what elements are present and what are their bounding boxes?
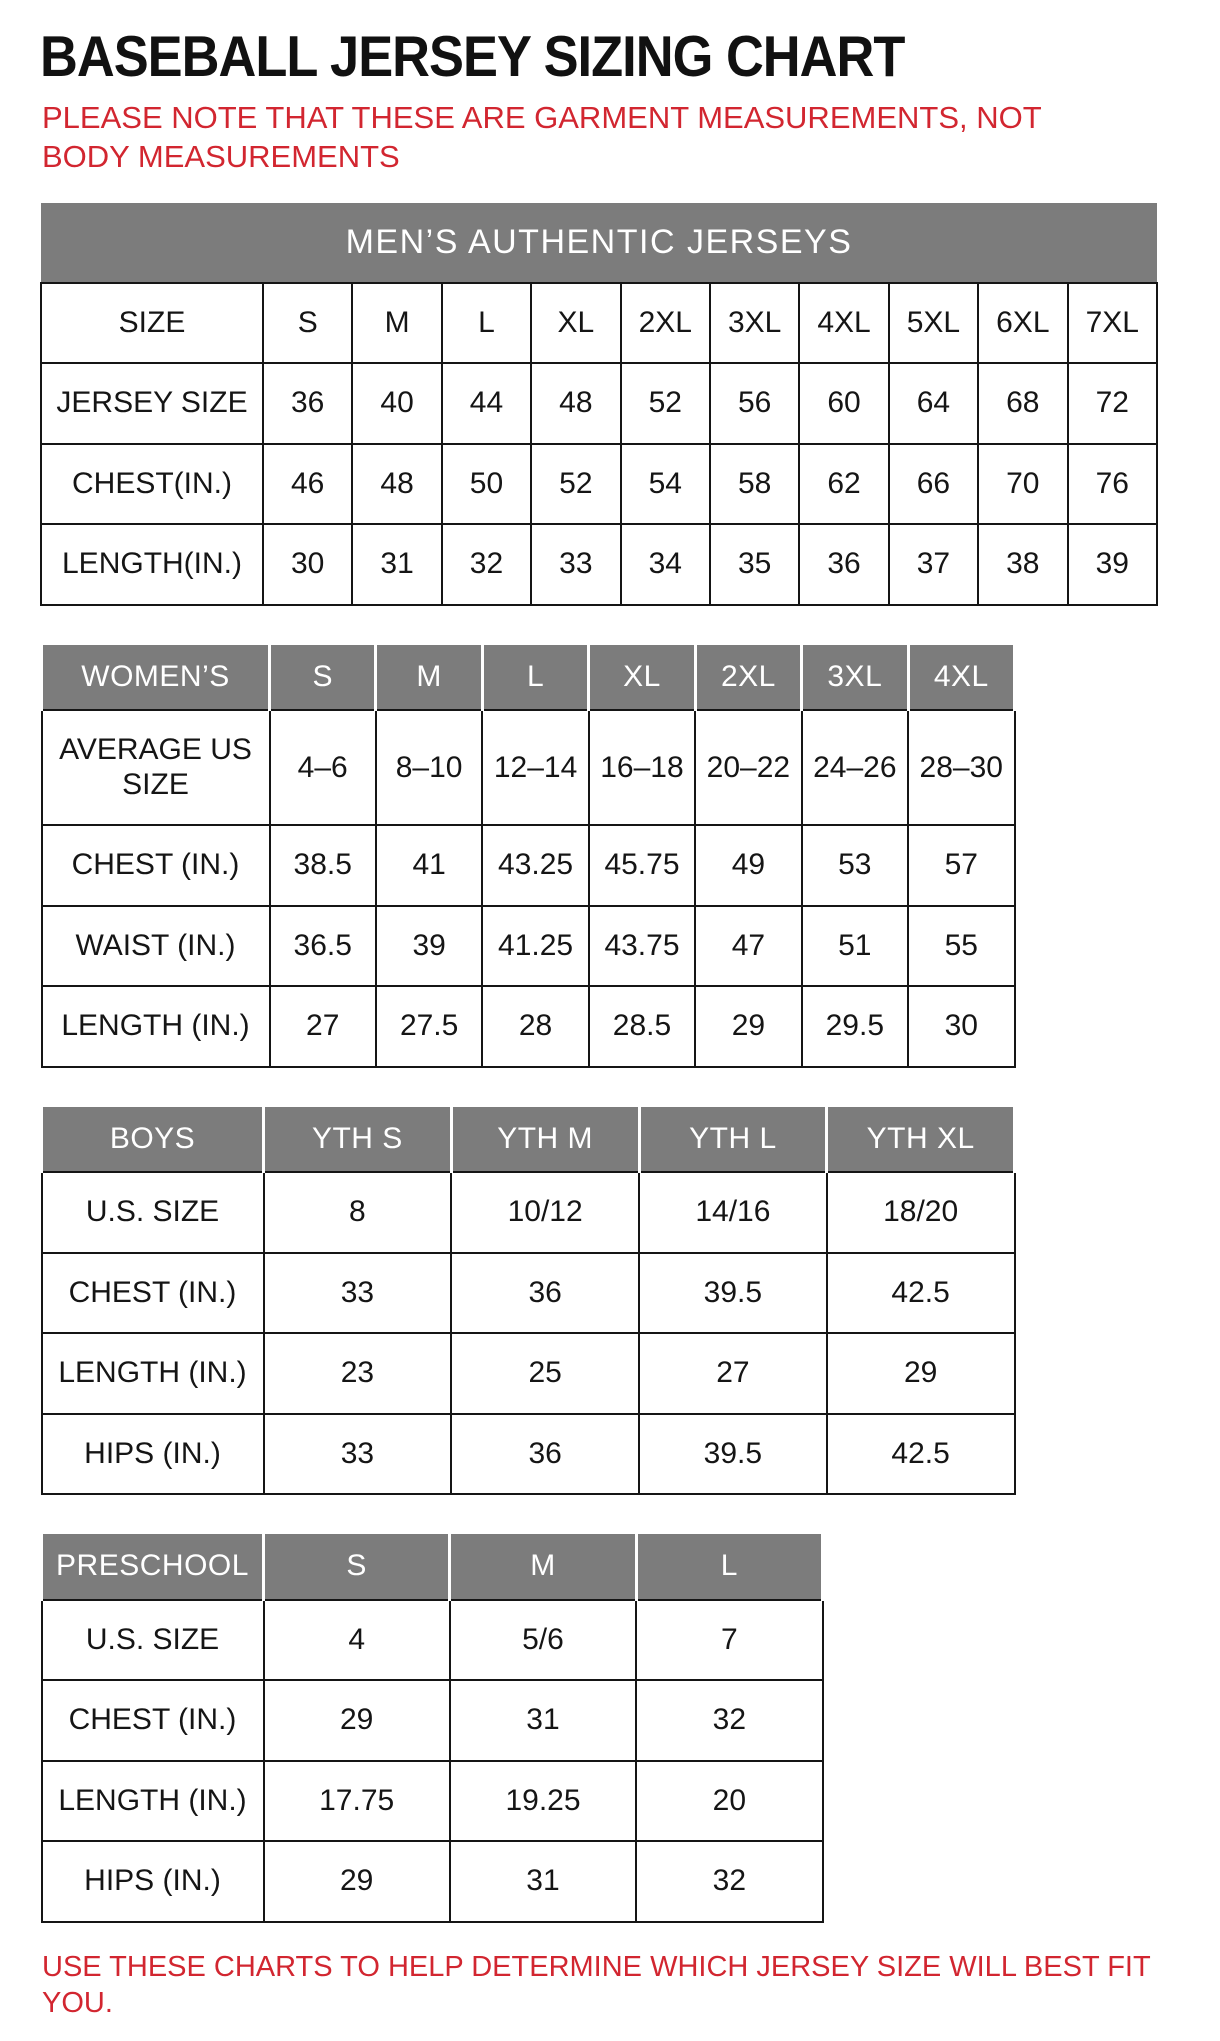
- table-cell: 17.75: [264, 1761, 450, 1842]
- table-cell: 6XL: [978, 283, 1067, 364]
- table-cell: 54: [621, 444, 710, 525]
- row-label: SIZE: [41, 283, 263, 364]
- table-cell: 27: [270, 986, 376, 1067]
- table-cell: 46: [263, 444, 352, 525]
- row-label: LENGTH (IN.): [42, 986, 270, 1067]
- table-cell: 43.25: [482, 825, 588, 906]
- row-label: CHEST(IN.): [41, 444, 263, 525]
- table-cell: 12–14: [482, 710, 588, 825]
- table-cell: 14/16: [639, 1172, 827, 1253]
- table-cell: 4–6: [270, 710, 376, 825]
- row-label: LENGTH (IN.): [42, 1333, 264, 1414]
- row-label: U.S. SIZE: [42, 1172, 264, 1253]
- table-cell: 30: [263, 524, 352, 605]
- table-cell: 42.5: [827, 1253, 1015, 1334]
- table-cell: 39: [376, 906, 482, 987]
- table-row: [42, 1414, 1015, 1495]
- table-row: [41, 283, 1157, 364]
- column-header: 2XL: [695, 643, 801, 710]
- table-cell: 39: [1068, 524, 1157, 605]
- column-header: BOYS: [42, 1105, 264, 1172]
- table-row: [42, 1680, 823, 1761]
- table-cell: 32: [442, 524, 531, 605]
- column-header: XL: [589, 643, 695, 710]
- table-cell: S: [263, 283, 352, 364]
- table-cell: 29.5: [802, 986, 908, 1067]
- table-cell: 18/20: [827, 1172, 1015, 1253]
- table-cell: 28: [482, 986, 588, 1067]
- row-label: LENGTH (IN.): [42, 1761, 264, 1842]
- row-label: CHEST (IN.): [42, 1253, 264, 1334]
- column-header: YTH L: [639, 1105, 827, 1172]
- garment-measurement-note: PLEASE NOTE THAT THESE ARE GARMENT MEASUREMENTS, NOT BODY MEASUREMENTS: [42, 100, 1042, 175]
- table-cell: 28–30: [908, 710, 1014, 825]
- table-cell: 57: [908, 825, 1014, 906]
- table-cell: 39.5: [639, 1414, 827, 1495]
- table-row: [42, 1172, 1015, 1253]
- table-cell: 20: [636, 1761, 822, 1842]
- table-cell: 32: [636, 1841, 822, 1922]
- table-cell: 38: [978, 524, 1067, 605]
- table-cell: 5XL: [889, 283, 978, 364]
- table-cell: 39.5: [639, 1253, 827, 1334]
- table-cell: 36: [451, 1253, 639, 1334]
- table-cell: 34: [621, 524, 710, 605]
- column-header: 4XL: [908, 643, 1014, 710]
- column-header: M: [376, 643, 482, 710]
- row-label: HIPS (IN.): [42, 1414, 264, 1495]
- column-header: YTH XL: [827, 1105, 1015, 1172]
- table-cell: 37: [889, 524, 978, 605]
- column-header: S: [270, 643, 376, 710]
- table-cell: 36: [263, 363, 352, 444]
- table-cell: 2XL: [621, 283, 710, 364]
- column-header: YTH S: [264, 1105, 452, 1172]
- table-row: [42, 825, 1015, 906]
- table-cell: 60: [799, 363, 888, 444]
- table-cell: 45.75: [589, 825, 695, 906]
- table-cell: 31: [450, 1680, 636, 1761]
- table-row: [42, 1600, 823, 1681]
- table-cell: 4XL: [799, 283, 888, 364]
- row-label: CHEST (IN.): [42, 825, 270, 906]
- table-cell: 23: [264, 1333, 452, 1414]
- table-row: [42, 710, 1015, 825]
- column-header: PRESCHOOL: [42, 1533, 264, 1600]
- row-label: WAIST (IN.): [42, 906, 270, 987]
- table-cell: 36: [451, 1414, 639, 1495]
- row-label: CHEST (IN.): [42, 1680, 264, 1761]
- table-header-row: [42, 643, 1015, 710]
- table-cell: 33: [264, 1253, 452, 1334]
- row-label: JERSEY SIZE: [41, 363, 263, 444]
- table-cell: 49: [695, 825, 801, 906]
- table-cell: 5/6: [450, 1600, 636, 1681]
- table-cell: 66: [889, 444, 978, 525]
- table-cell: 48: [531, 363, 620, 444]
- table-row: [42, 986, 1015, 1067]
- table-cell: 70: [978, 444, 1067, 525]
- table-banner-row: [41, 203, 1157, 283]
- table-row: [42, 1761, 823, 1842]
- table-cell: 27.5: [376, 986, 482, 1067]
- column-header: L: [482, 643, 588, 710]
- table-row: [42, 1333, 1015, 1414]
- table-cell: 33: [531, 524, 620, 605]
- table-cell: 58: [710, 444, 799, 525]
- table-cell: 50: [442, 444, 531, 525]
- table-header-row: [42, 1105, 1015, 1172]
- table-cell: 30: [908, 986, 1014, 1067]
- table-cell: 47: [695, 906, 801, 987]
- table-cell: 7XL: [1068, 283, 1157, 364]
- table-cell: XL: [531, 283, 620, 364]
- table-cell: 33: [264, 1414, 452, 1495]
- table-cell: 36: [799, 524, 888, 605]
- table-row: [42, 1841, 823, 1922]
- column-header: 3XL: [802, 643, 908, 710]
- table-cell: 53: [802, 825, 908, 906]
- table-cell: 48: [352, 444, 441, 525]
- table-cell: 16–18: [589, 710, 695, 825]
- table-body: [42, 1105, 1015, 1494]
- column-header: L: [636, 1533, 822, 1600]
- table-cell: L: [442, 283, 531, 364]
- table-cell: 72: [1068, 363, 1157, 444]
- row-label: LENGTH(IN.): [41, 524, 263, 605]
- table-cell: 31: [450, 1841, 636, 1922]
- table-cell: 55: [908, 906, 1014, 987]
- table-cell: 43.75: [589, 906, 695, 987]
- page-title: BASEBALL JERSEY SIZING CHART: [40, 25, 905, 89]
- table-cell: 40: [352, 363, 441, 444]
- table-cell: 52: [621, 363, 710, 444]
- table-cell: 8–10: [376, 710, 482, 825]
- table-cell: 44: [442, 363, 531, 444]
- mens-sizing-table: [40, 203, 1158, 606]
- table-cell: 10/12: [451, 1172, 639, 1253]
- preschool-sizing-table: [40, 1531, 824, 1923]
- table-cell: 20–22: [695, 710, 801, 825]
- table-cell: 32: [636, 1680, 822, 1761]
- table-cell: 68: [978, 363, 1067, 444]
- table-cell: 29: [827, 1333, 1015, 1414]
- table-banner: MEN’S AUTHENTIC JERSEYS: [41, 203, 1157, 283]
- table-cell: 51: [802, 906, 908, 987]
- table-row: [41, 363, 1157, 444]
- table-header-row: [42, 1533, 823, 1600]
- table-cell: 56: [710, 363, 799, 444]
- row-label: AVERAGE US SIZE: [42, 710, 270, 825]
- table-cell: 38.5: [270, 825, 376, 906]
- table-cell: 8: [264, 1172, 452, 1253]
- table-cell: 24–26: [802, 710, 908, 825]
- table-row: [42, 906, 1015, 987]
- table-cell: 52: [531, 444, 620, 525]
- table-cell: 62: [799, 444, 888, 525]
- table-body: [42, 643, 1015, 1067]
- table-cell: 28.5: [589, 986, 695, 1067]
- table-cell: 31: [352, 524, 441, 605]
- table-cell: 19.25: [450, 1761, 636, 1842]
- table-body: [41, 203, 1157, 605]
- table-cell: 36.5: [270, 906, 376, 987]
- footer-note: USE THESE CHARTS TO HELP DETERMINE WHICH JERSEY SIZE WILL BEST FIT YOU.: [42, 1950, 1151, 2020]
- table-cell: 3XL: [710, 283, 799, 364]
- column-header: YTH M: [451, 1105, 639, 1172]
- column-header: M: [450, 1533, 636, 1600]
- table-cell: 64: [889, 363, 978, 444]
- column-header: WOMEN’S: [42, 643, 270, 710]
- boys-sizing-table: [40, 1104, 1016, 1496]
- table-cell: M: [352, 283, 441, 364]
- table-cell: 29: [695, 986, 801, 1067]
- table-cell: 29: [264, 1680, 450, 1761]
- table-cell: 4: [264, 1600, 450, 1681]
- table-row: [41, 444, 1157, 525]
- table-cell: 41.25: [482, 906, 588, 987]
- table-cell: 35: [710, 524, 799, 605]
- row-label: U.S. SIZE: [42, 1600, 264, 1681]
- table-cell: 41: [376, 825, 482, 906]
- table-cell: 29: [264, 1841, 450, 1922]
- table-cell: 7: [636, 1600, 822, 1681]
- table-row: [41, 524, 1157, 605]
- womens-sizing-table: [40, 642, 1016, 1068]
- table-cell: 25: [451, 1333, 639, 1414]
- table-cell: 76: [1068, 444, 1157, 525]
- table-body: [42, 1533, 823, 1922]
- row-label: HIPS (IN.): [42, 1841, 264, 1922]
- table-cell: 27: [639, 1333, 827, 1414]
- table-cell: 42.5: [827, 1414, 1015, 1495]
- table-row: [42, 1253, 1015, 1334]
- column-header: S: [264, 1533, 450, 1600]
